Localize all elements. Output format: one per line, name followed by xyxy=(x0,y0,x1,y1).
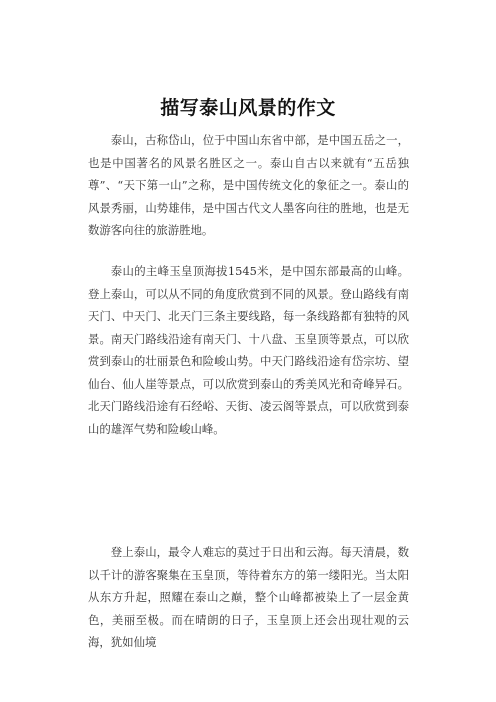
paragraph-routes: 泰山的主峰玉皇顶海拔1545米，是中国东部最高的山峰。登上泰山，可以从不同的角度欣赏到不同的风景。登山路线有南天门、中天门、北天门三条主要线路，每一条线路都有独特的风景。南天门路线沿途有南天门、十八盘、玉皇顶等景点，可以欣赏到泰山的壮丽景色和险峻山势。中天门路线沿途有岱宗坊、望仙台、仙人崖等景点，可以欣赏到泰山的秀美风光和奇峰异石。北天门路线沿途有石经峪、天街、凌云阁等景点，可以欣赏到泰山的雄浑气势和险峻山峰。 xyxy=(88,264,409,436)
document-title: 描写泰山风景的作文 xyxy=(160,96,336,119)
paragraph-intro: 泰山，古称岱山，位于中国山东省中部，是中国五岳之一，也是中国著名的风景名胜区之一。泰山自古以来就有“五岳独尊”、“天下第一山”之称，是中国传统文化的象征之一。泰山的风景秀丽，山势雄伟，是中国古代文人墨客向往的胜地，也是无数游客向往的旅游胜地。 xyxy=(88,133,409,237)
paragraph-sunrise: 登上泰山，最令人难忘的莫过于日出和云海。每天清晨，数以千计的游客聚集在玉皇顶，等待着东方的第一缕阳光。当太阳从东方升起，照耀在泰山之巅，整个山峰都被染上了一层金黄色，美丽至极。而在晴朗的日子，玉皇顶上还会出现壮观的云海，犹如仙境 xyxy=(88,545,409,649)
